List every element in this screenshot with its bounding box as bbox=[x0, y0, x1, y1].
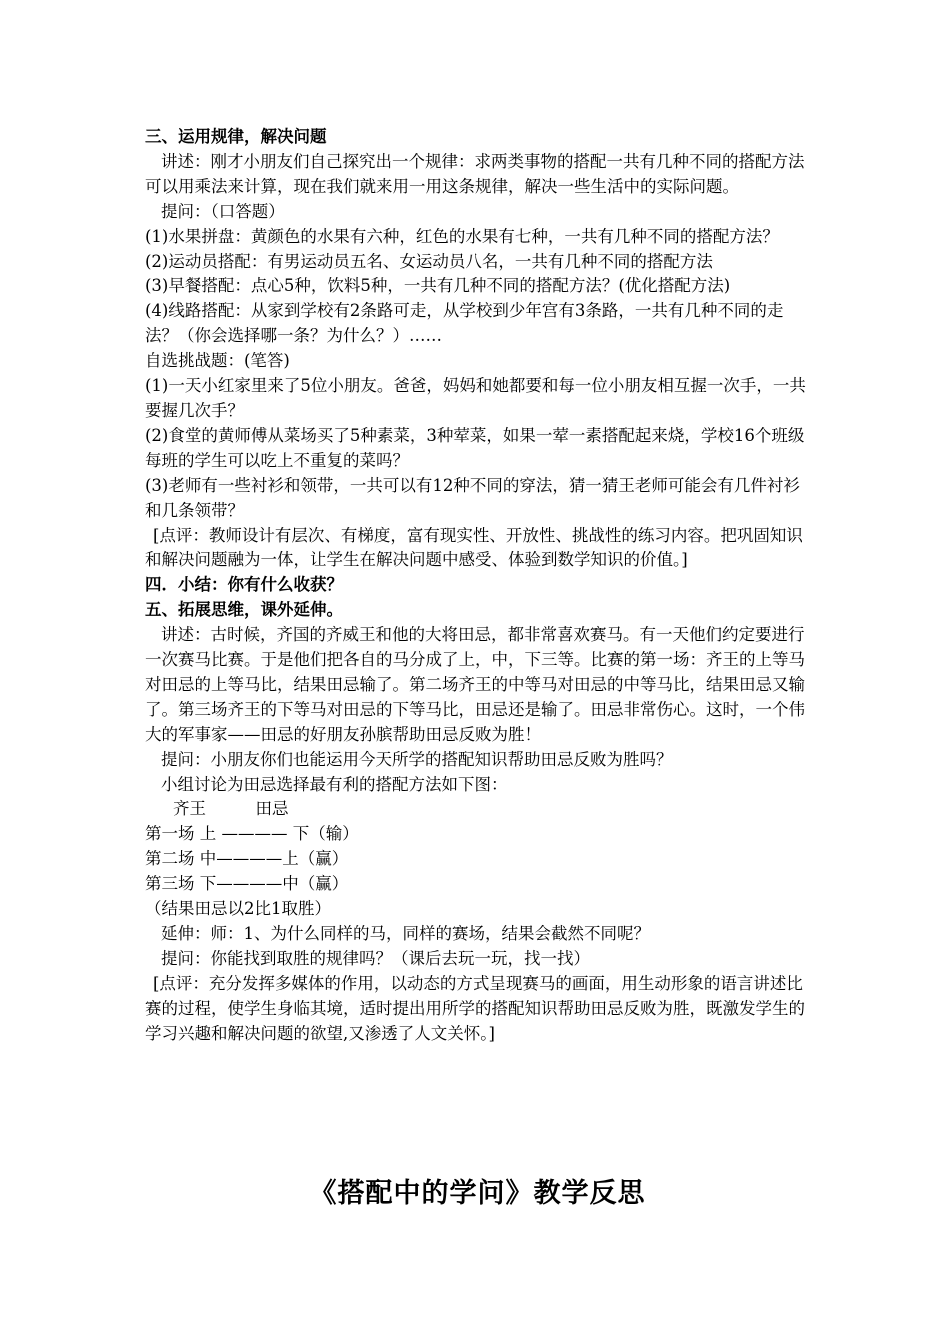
section-5-extend: 延伸：师：1、为什么同样的马，同样的赛场，结果会截然不同呢？ bbox=[161, 924, 650, 943]
question-1: (1)水果拼盘：黄颜色的水果有六种，红色的水果有七种，一共有几种不同的搭配方法？ bbox=[145, 226, 779, 246]
document-body bbox=[145, 125, 810, 1047]
section-5-ask: 提问：小朋友你们也能运用今天所学的搭配知识帮助田忌反败为胜吗？ bbox=[161, 749, 673, 769]
section-3-heading: 三、运用规律，解决问题 bbox=[145, 127, 327, 146]
challenge-label: 自选挑战题：(笔答) bbox=[145, 351, 290, 371]
section-3-ask: 提问：（口答题） bbox=[161, 201, 285, 221]
match-header-row: 齐王 田忌 bbox=[173, 799, 289, 819]
match-row-1: 第一场 上 ———— 下（输） bbox=[145, 824, 359, 844]
challenge-1: (1)一天小红家里来了5位小朋友。爸爸，妈妈和她都要和每一位小朋友相互握一次手，一共要握几次手？ bbox=[145, 376, 806, 420]
section-3-intro: 讲述：刚才小朋友们自己探究出一个规律：求两类事物的搭配一共有几种不同的搭配方法可以用乘法来计算，现在我们就来用一用这条规律，解决一些生活中的实际问题。 bbox=[145, 151, 805, 196]
question-3: (3)早餐搭配：点心5种，饮料5种，一共有几种不同的搭配方法？(优化搭配方法) bbox=[145, 276, 731, 296]
section-5-ask-2: 提问：你能找到取胜的规律吗？（课后去玩一玩，找一找） bbox=[161, 948, 590, 968]
challenge-2: (2)食堂的黄师傅从菜场买了5种素菜，3种荤菜，如果一荤一素搭配起来烧，学校16个班级每班的学生可以吃上不重复的菜吗？ bbox=[145, 425, 805, 470]
section-5-story: 讲述：古时候，齐国的齐威王和他的大将田忌，都非常喜欢赛马。有一天他们约定要进行一次赛马比赛。于是他们把各自的马分成了上，中，下三等。比赛的第一场：齐王的上等马对田忌的上等马比，结果田忌输了。第二场齐王的中等马对田忌的中等马比，结果田忌又输了。第三场齐王的下等马对田忌的下等马比，田忌还是输了。田忌非常伤心。这时，一个伟大的军事家——田忌的好朋友孙膑帮助田忌反败为胜！ bbox=[145, 625, 805, 744]
section-4-heading: 四．小结：你有什么收获？ bbox=[145, 575, 343, 595]
question-4: (4)线路搭配：从家到学校有2条路可走，从学校到少年宫有3条路，一共有几种不同的走法？（你会选择哪一条？为什么？）…… bbox=[145, 301, 784, 346]
reflection-title: 《搭配中的学问》教学反思 bbox=[309, 1178, 646, 1209]
section-5-discuss: 小组讨论为田忌选择最有利的搭配方法如下图： bbox=[161, 774, 508, 794]
section-3-comment: [点评：教师设计有层次、有梯度，富有现实性、开放性、挑战性的练习内容。把巩固知识和解决问题融为一体，让学生在解决问题中感受、体验到数学知识的价值。] bbox=[145, 525, 803, 570]
question-2: (2)运动员搭配：有男运动员五名、女运动员八名，一共有几种不同的搭配方法 bbox=[145, 251, 713, 271]
match-result: （结果田忌以2比1取胜） bbox=[145, 899, 331, 919]
section-5-heading: 五、拓展思维，课外延伸。 bbox=[145, 600, 343, 620]
section-5-comment: [点评：充分发挥多媒体的作用，以动态的方式呈现赛马的画面，用生动形象的语言讲述比赛的过程，使学生身临其境，适时提出用所学的搭配知识帮助田忌反败为胜，既激发学生的学习兴趣和解决问题的欲望,又渗透了人文关怀。] bbox=[145, 973, 805, 1043]
match-row-2: 第二场 中————上（赢） bbox=[145, 849, 349, 869]
match-row-3: 第三场 下————中（赢） bbox=[145, 874, 349, 894]
challenge-3: (3)老师有一些衬衫和领带，一共可以有12种不同的穿法，猜一猜王老师可能会有几件衬衫和几条领带？ bbox=[145, 475, 800, 520]
